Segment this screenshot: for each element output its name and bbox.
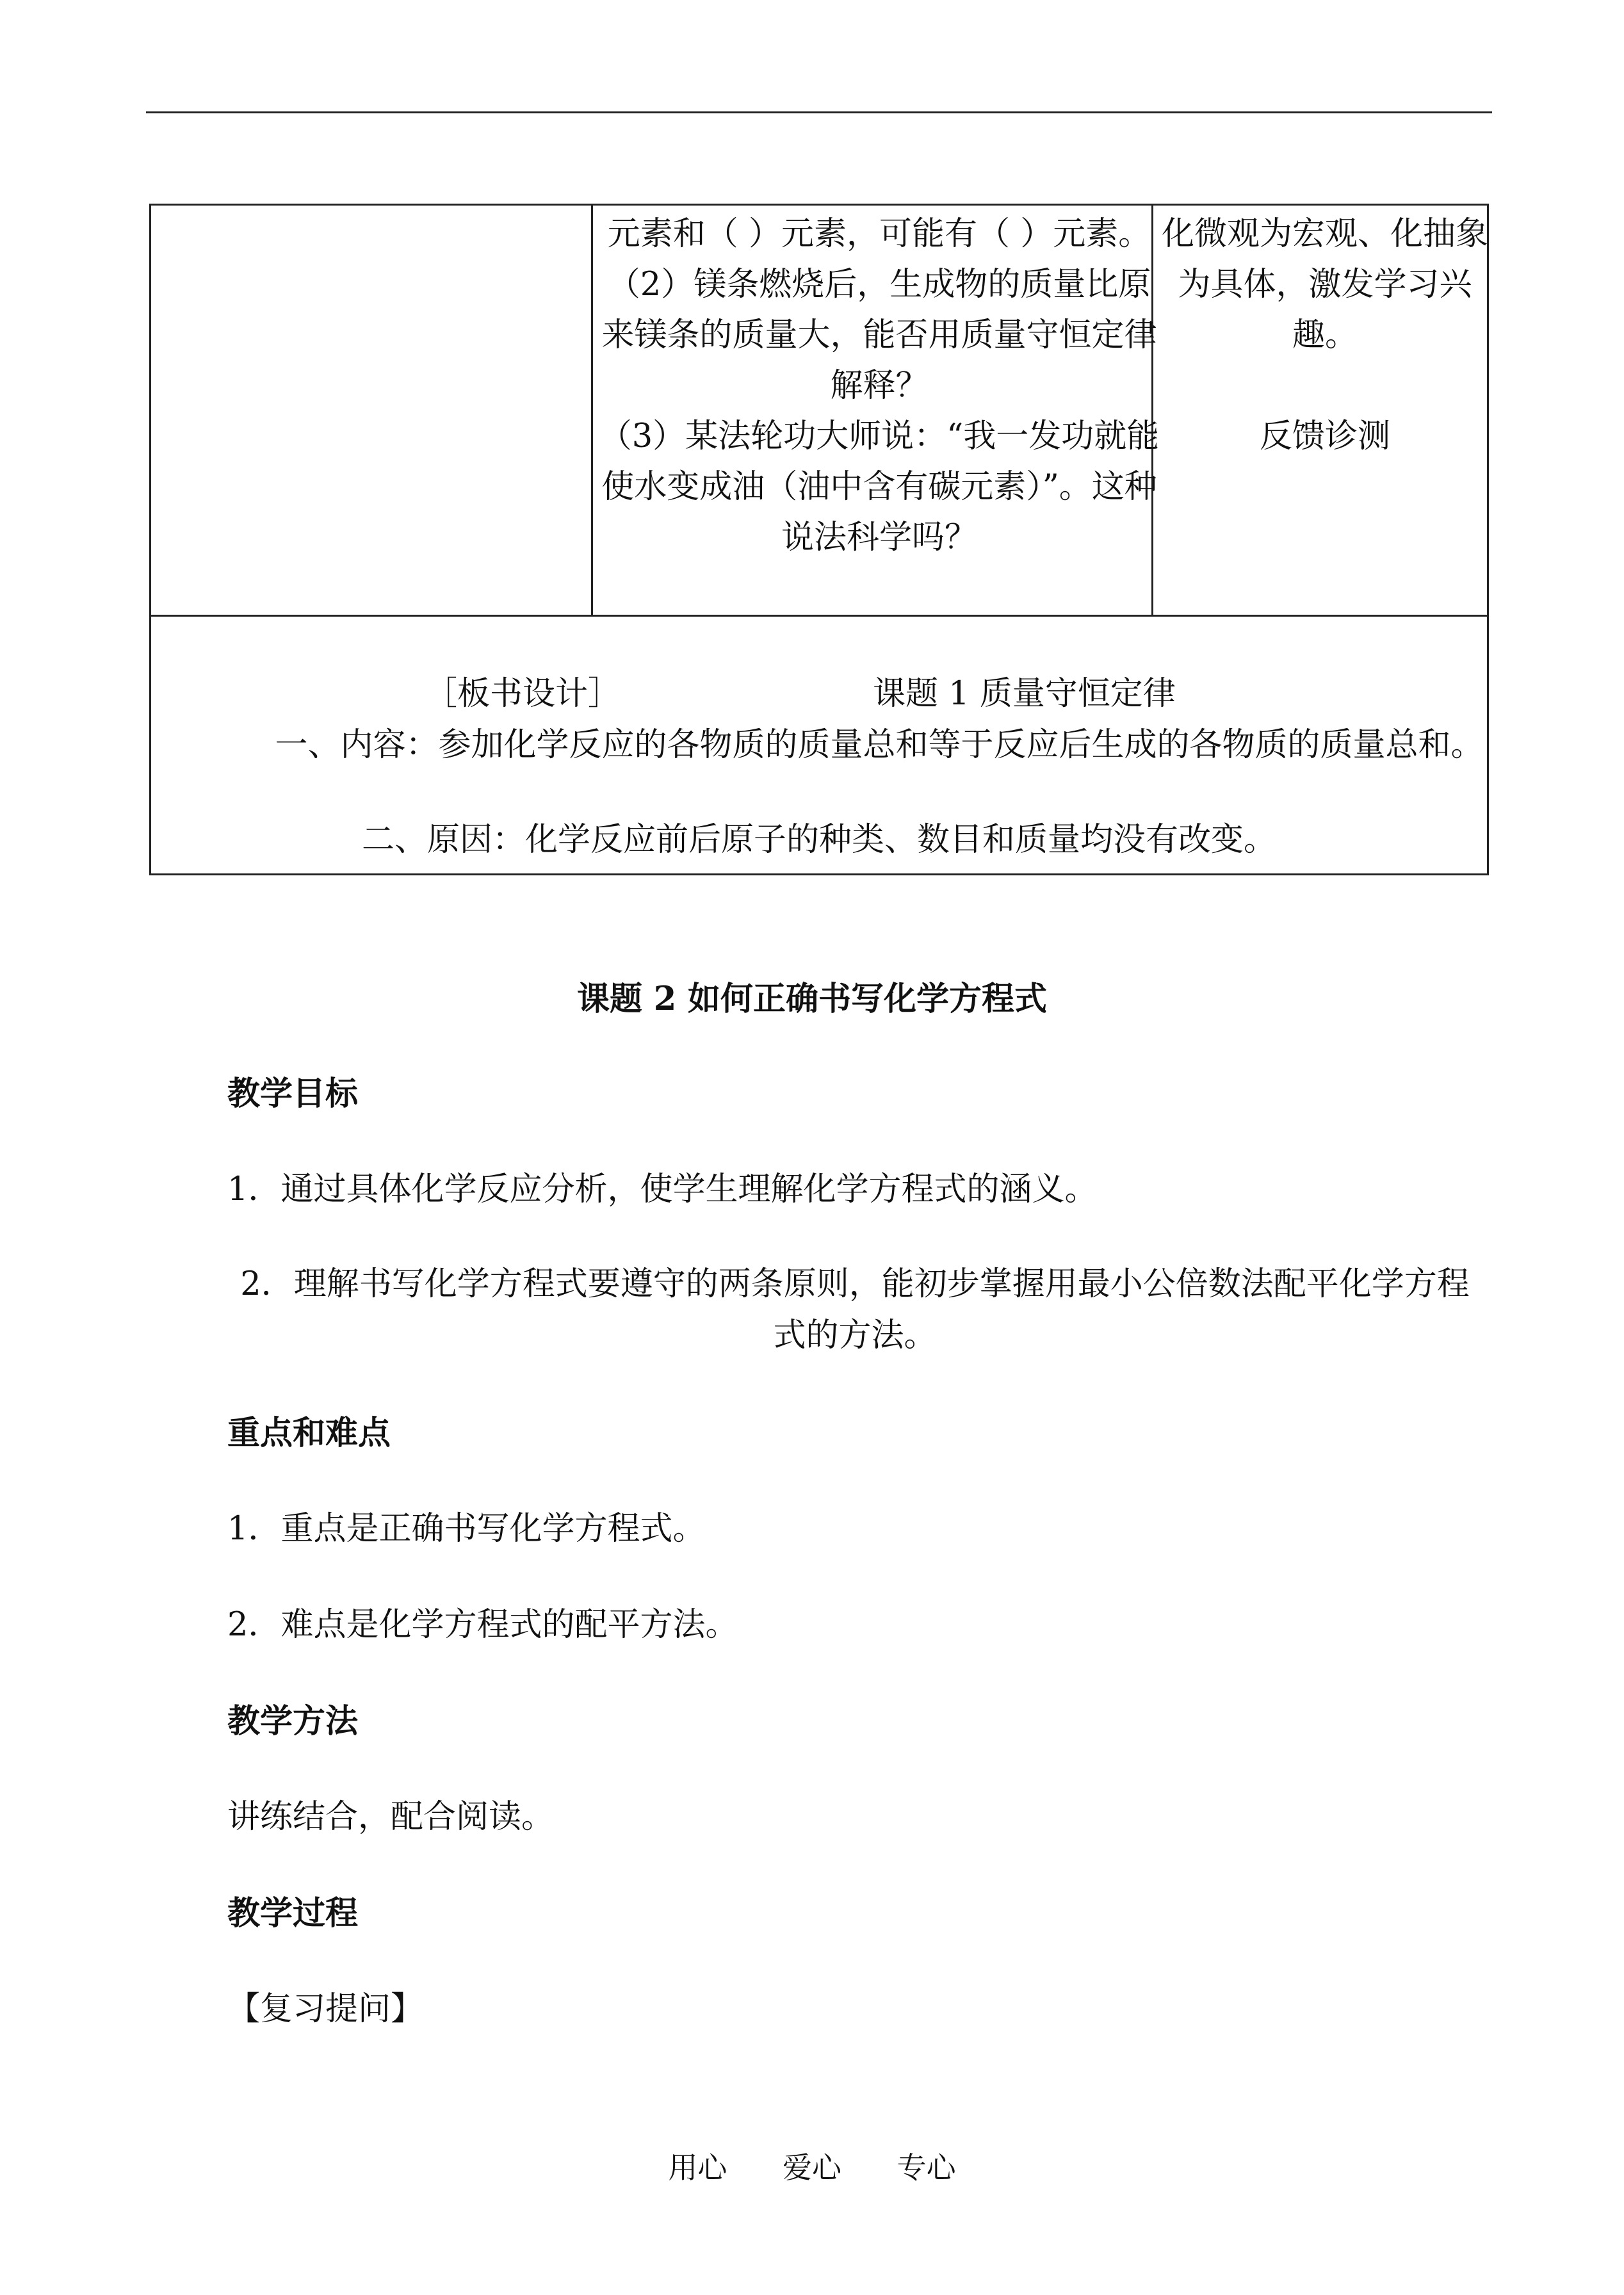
method-text: 讲练结合，配合阅读。 <box>227 1798 555 1836</box>
board-design-content: 一、内容：参加化学反应的各物质的质量总和等于反应后生成的各物质的质量总和。 <box>275 726 1484 764</box>
board-design-label: ［板书设计］ <box>425 675 621 713</box>
table-row-divider <box>149 615 1489 617</box>
table-col-divider-1 <box>591 204 593 615</box>
table-top-border <box>149 204 1489 206</box>
middle-cell-line-2: （2）镁条燃烧后，生成物的质量比原来镁条的质量大，能否用质量守恒定律解释？ <box>601 266 1157 405</box>
header-rule <box>146 111 1492 113</box>
objective-2: 2．理解书写化学方程式要遵守的两条原则，能初步掌握用最小公倍数法配平化学方程式的方法。 <box>240 1265 1470 1354</box>
middle-cell-line-1: 元素和（ ）元素，可能有（ ）元素。 <box>607 215 1151 253</box>
table-right-cell <box>1161 209 1489 462</box>
key-point-1: 1．重点是正确书写化学方程式。 <box>227 1510 706 1548</box>
lesson-title: 课题 2 如何正确书写化学方程式 <box>577 980 1047 1018</box>
right-cell-line-1: 化微观为宏观、化抽象为具体，激发学习兴趣。 <box>1161 215 1488 354</box>
middle-cell-line-3: （3）某法轮功大师说：“我一发功就能使水变成油（油中含有碳元素）”。这种说法科学吗？ <box>599 418 1160 556</box>
board-design-cell <box>149 661 1489 873</box>
table-bottom-border <box>149 873 1489 875</box>
key-point-2: 2．难点是化学方程式的配平方法。 <box>227 1606 738 1644</box>
board-design-title: 课题 1 质量守恒定律 <box>873 675 1176 713</box>
table-middle-cell <box>597 209 1161 563</box>
objective-1: 1．通过具体化学反应分析，使学生理解化学方程式的涵义。 <box>227 1171 1098 1208</box>
right-cell-line-2: 反馈诊测 <box>1259 418 1390 455</box>
footer-item-1: 用心 <box>668 2150 727 2185</box>
footer-item-2: 爱心 <box>783 2150 841 2185</box>
objectives-heading: 教学目标 <box>227 1075 359 1113</box>
board-design-reason: 二、原因：化学反应前后原子的种类、数目和质量均没有改变。 <box>361 821 1276 859</box>
process-heading: 教学过程 <box>227 1894 359 1933</box>
review-label: 【复习提问】 <box>227 1990 424 2028</box>
lesson-table <box>149 204 1489 873</box>
method-heading: 教学方法 <box>227 1702 359 1740</box>
page-footer <box>0 2145 1624 2190</box>
footer-item-3: 专心 <box>897 2150 956 2185</box>
key-points-heading: 重点和难点 <box>227 1414 391 1452</box>
